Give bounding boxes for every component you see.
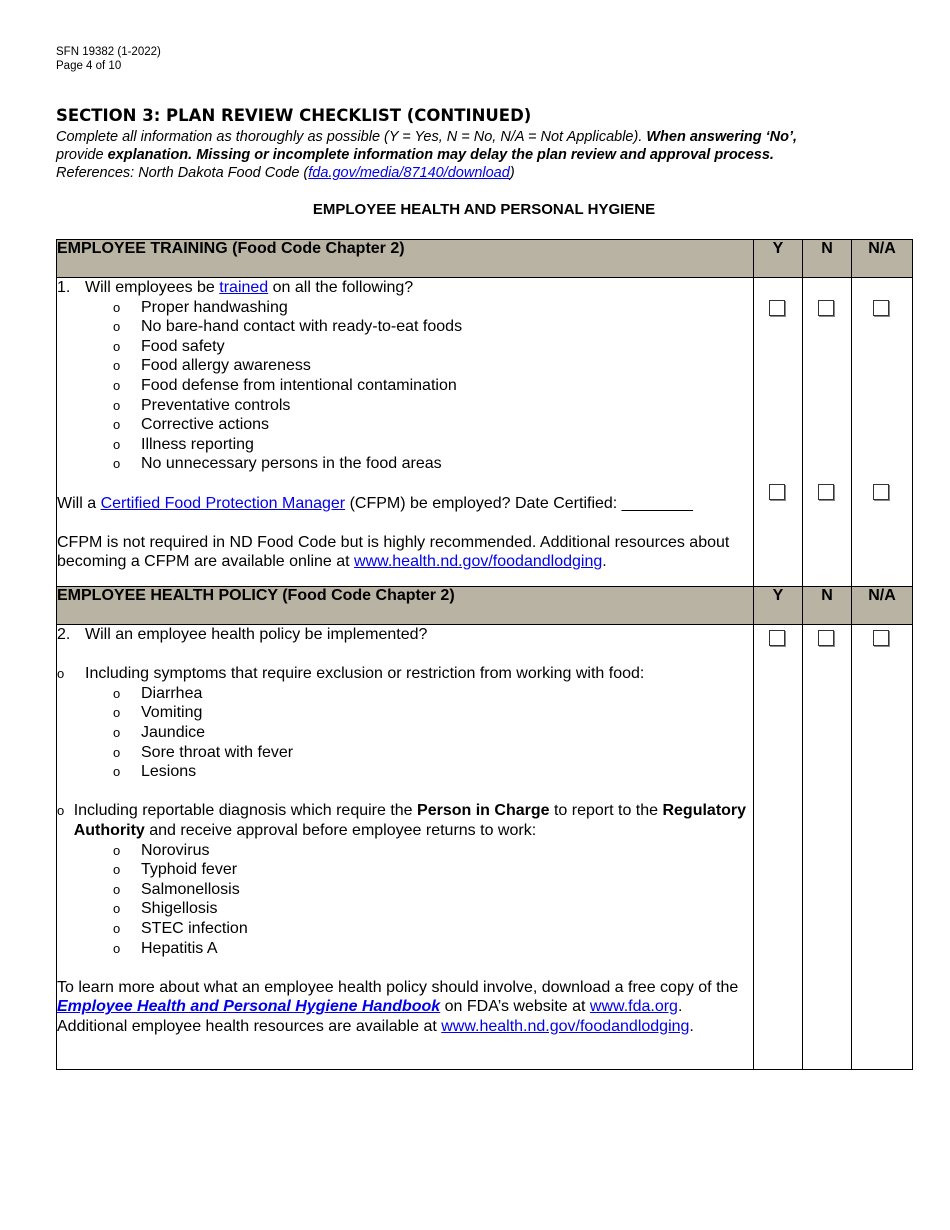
list-item: o Sore throat with fever: [113, 743, 294, 761]
list-item: o Corrective actions: [113, 416, 270, 434]
q1-na-checkbox[interactable]: [873, 300, 889, 316]
health-question: 2. Will an employee health policy be implemented? o Including symptoms that require exclusion or restriction from working with food: o Diarrhea o Vomiting o Jaundice o Sore throat with fever o Lesions o Including reportable diagnosis which require the Person in Charge to report to the Regulatory Authority and receive approval before employee returns to work: o Norovirus o Typhoid fever o Salmonellosis o Shigellosis o STEC infection o Hepatitis A To learn more about what an employee health policy should involve, download a free copy of the Employee Health and Personal Hygiene Handbook on FDA’s website at www.fda.org. Additional employee health resources are available at www.health.nd.gov/foodandlodging.: [57, 625, 754, 1070]
list-item: o Typhoid fever: [113, 861, 238, 879]
list-item: o Salmonellosis: [113, 880, 240, 898]
training-section-header: EMPLOYEE TRAINING (Food Code Chapter 2): [57, 240, 754, 278]
q2-no-checkbox[interactable]: [818, 630, 834, 646]
list-item: o STEC infection: [113, 919, 248, 937]
list-item: o Shigellosis: [113, 900, 218, 918]
list-item: o Food allergy awareness: [113, 357, 311, 375]
list-item: o No bare-hand contact with ready-to-eat foods: [113, 318, 463, 336]
question-number: 2.: [57, 626, 71, 643]
instructions: Complete all information as thoroughly as possible (Y = Yes, N = No, N/A = Not Applicable). When answering ‘No’, provide explanation. Missing or incomplete information may delay the plan review and approval process. References: North Dakota Food Code (fda.gov/media/87140/download): [56, 129, 798, 181]
foodandlodging-link[interactable]: www.health.nd.gov/foodandlodging: [441, 1017, 690, 1035]
q2-na-checkbox[interactable]: [873, 630, 889, 646]
list-item: o Norovirus: [113, 841, 210, 859]
cfpm-link[interactable]: Certified Food Protection Manager: [100, 494, 346, 512]
learn-more-text: To learn more about what an employee health policy should involve, download a free copy of the Employee Health and Personal Hygiene Handbook on FDA’s website at www.fda.org. Additional employee health resources are available at www.health.nd.gov/foodandlodging.: [57, 978, 739, 1035]
col-yes: Y: [754, 587, 803, 625]
list-item: o Vomiting: [113, 704, 203, 722]
health-row: [57, 625, 913, 1070]
form-identifier: [56, 45, 161, 73]
page-number: Page 4 of 10: [56, 60, 122, 72]
question-number: 1.: [57, 279, 71, 296]
food-code-link[interactable]: fda.gov/media/87140/download: [308, 165, 510, 181]
list-item: o Proper handwashing: [113, 298, 288, 316]
col-no: N: [803, 587, 852, 625]
list-item: o Preventative controls: [113, 396, 291, 414]
diagnosis-list: [57, 841, 753, 959]
list-item: o Jaundice: [113, 723, 206, 741]
cfpm-note: CFPM is not required in ND Food Code but is highly recommended. Additional resources about becoming a CFPM are available online at www.health.nd.gov/foodandlodging.: [57, 533, 730, 571]
trained-link[interactable]: trained: [219, 279, 269, 296]
health-header-row: [57, 587, 913, 625]
list-item: o Diarrhea: [113, 684, 203, 702]
q1-no-checkbox[interactable]: [818, 300, 834, 316]
col-no: N: [803, 240, 852, 278]
col-na: N/A: [852, 240, 913, 278]
list-item: o No unnecessary persons in the food areas: [113, 455, 442, 473]
col-yes: Y: [754, 240, 803, 278]
list-item: o Food safety: [113, 337, 225, 355]
symptom-list: [57, 684, 753, 782]
foodandlodging-link[interactable]: www.health.nd.gov/foodandlodging: [354, 553, 603, 571]
training-row: [57, 278, 913, 587]
cfpm-no-checkbox[interactable]: [818, 484, 834, 500]
cfpm-na-checkbox[interactable]: [873, 484, 889, 500]
list-item: o Food defense from intentional contamination: [113, 376, 457, 394]
q2-yes-checkbox[interactable]: [769, 630, 785, 646]
q1-yes-checkbox[interactable]: [769, 300, 785, 316]
checklist-table: [56, 239, 913, 1070]
list-item: o Lesions: [113, 763, 197, 781]
cfpm-question: Will a Certified Food Protection Manager (CFPM) be employed? Date Certified: ________: [57, 494, 693, 512]
health-section-header: EMPLOYEE HEALTH POLICY (Food Code Chapter 2): [57, 587, 754, 625]
form-number: SFN 19382 (1-2022): [56, 46, 161, 58]
page-heading: EMPLOYEE HEALTH AND PERSONAL HYGIENE: [312, 201, 656, 218]
cfpm-yes-checkbox[interactable]: [769, 484, 785, 500]
handbook-link[interactable]: Employee Health and Personal Hygiene Handbook: [57, 998, 441, 1016]
fda-link[interactable]: www.fda.org: [589, 998, 678, 1016]
training-header-row: [57, 240, 913, 278]
training-topic-list: [57, 298, 753, 474]
list-item: o Hepatitis A: [113, 939, 218, 957]
list-item: o Illness reporting: [113, 435, 254, 453]
section-title: SECTION 3: PLAN REVIEW CHECKLIST (CONTINUED): [56, 106, 532, 125]
training-question: 1. Will employees be trained on all the following? o Proper handwashing o No bare-hand contact with ready-to-eat foods o Food safety o Food allergy awareness o Food defense from intentional contamination o Preventative controls o Corrective actions o Illness reporting o No unnecessary persons in the food areas Will a Certified Food Protection Manager (CFPM) be employed? Date Certified: ________ CFPM is not required in ND Food Code but is highly recommended. Additional resources about becoming a CFPM are available online at www.health.nd.gov/foodandlodging.: [57, 278, 754, 587]
col-na: N/A: [852, 587, 913, 625]
